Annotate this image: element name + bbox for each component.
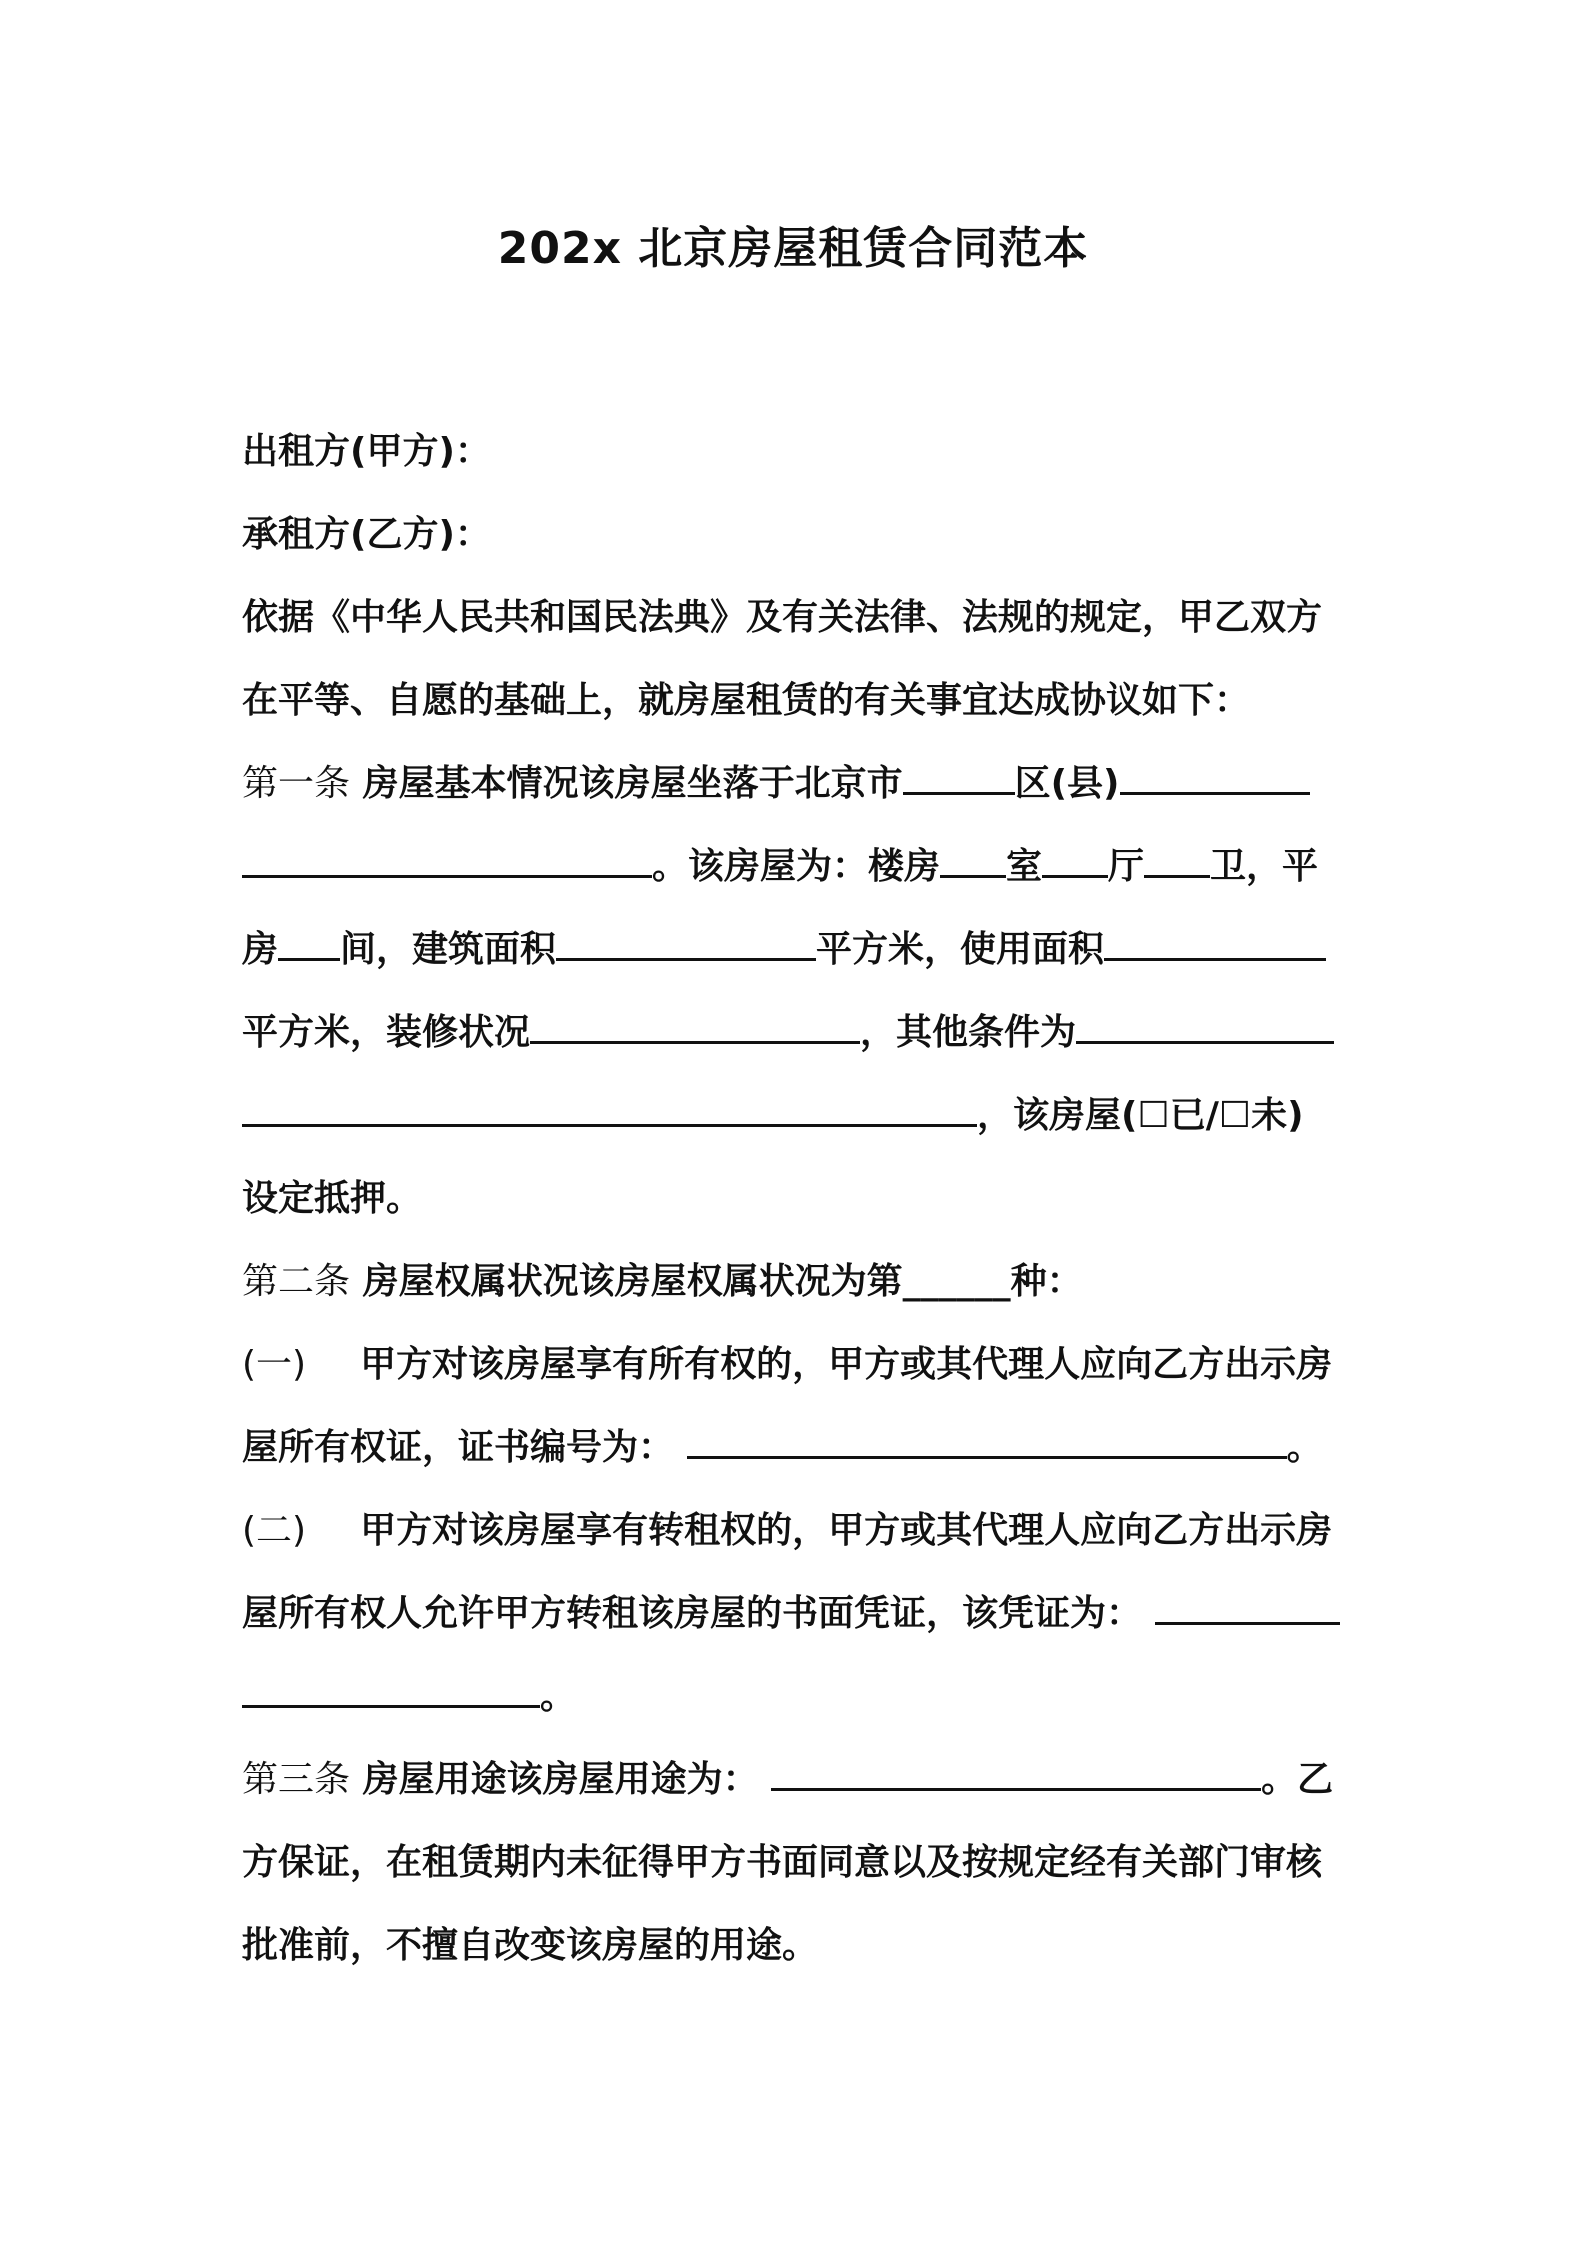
- address-blank: [1120, 752, 1310, 795]
- decoration-blank: [530, 1001, 860, 1044]
- article-2-item-2-line-3: [242, 1655, 1357, 1738]
- certificate-period: 。: [1286, 1427, 1323, 1468]
- other-conditions-continued-blank: [242, 1084, 977, 1127]
- article-1-line-5: [242, 1074, 1357, 1157]
- article-3-line-3: 批准前，不擅自改变该房屋的用途。: [242, 1925, 819, 1966]
- decoration-label: 平方米，装修状况: [242, 1012, 531, 1053]
- article-3-line-1: [242, 1738, 1357, 1821]
- halls-label: 厅: [1108, 846, 1145, 887]
- mortgage-status-text: ，该房屋(☐已/☐未): [977, 1095, 1304, 1136]
- article-1-label: 第一条: [242, 763, 351, 804]
- address-continued-blank: [242, 835, 652, 878]
- usable-area-blank: [1104, 918, 1326, 961]
- usage-line-end: 。乙: [1261, 1759, 1334, 1800]
- intro-line-1: 依据《中华人民共和国民法典》及有关法律、法规的规定，甲乙双方: [242, 597, 1323, 638]
- article-1-line-1: [242, 742, 1357, 825]
- article-1-line-6: 设定抵押。: [242, 1178, 423, 1219]
- intro-line-2: 在平等、自愿的基础上，就房屋租赁的有关事宜达成协议如下：: [242, 680, 1251, 721]
- sublease-proof-period: 。: [540, 1676, 577, 1717]
- certificate-number-blank: [687, 1416, 1287, 1459]
- article-1-line-3: [242, 908, 1357, 991]
- usage-label: 房屋用途该房屋用途为：: [362, 1759, 759, 1800]
- other-conditions-label: ，其他条件为: [860, 1012, 1077, 1053]
- article-2-text: 房屋权属状况该房屋权属状况为第______种：: [362, 1261, 1083, 1302]
- article-2-item-2-line-2: [242, 1572, 1357, 1655]
- article-2-item-1-line-2: [242, 1406, 1357, 1489]
- article-1-text: 房屋基本情况该房屋坐落于北京市: [362, 763, 903, 804]
- article-2-item-1-line-1: [242, 1323, 1357, 1406]
- sublease-proof-blank: [1155, 1582, 1340, 1625]
- rooms-blank: [940, 835, 1006, 878]
- article-2-item-2-line-1: [242, 1489, 1357, 1572]
- article-3-label: 第三条: [242, 1759, 351, 1800]
- floor-area-label: 间，建筑面积: [340, 929, 557, 970]
- floor-area-blank: [556, 918, 816, 961]
- article-1-line-2: [242, 825, 1357, 908]
- article-2-label: 第二条: [242, 1261, 351, 1302]
- sublease-proof-label: 屋所有权人允许甲方转租该房屋的书面凭证，该凭证为：: [242, 1593, 1143, 1634]
- baths-blank: [1144, 835, 1210, 878]
- bungalow-rooms-blank: [278, 918, 340, 961]
- building-type-text: 。该房屋为：楼房: [652, 846, 941, 887]
- district-label: 区(县): [1014, 763, 1120, 804]
- party-b-line: 承租方(乙方)：: [242, 514, 491, 555]
- bungalow-label: 房: [242, 929, 279, 970]
- item-2-label: (二): [242, 1510, 307, 1551]
- certificate-label: 屋所有权证，证书编号为：: [242, 1427, 675, 1468]
- party-a-line: 出租方(甲方)：: [242, 431, 491, 472]
- item-2-text: 甲方对该房屋享有转租权的，甲方或其代理人应向乙方出示房: [360, 1510, 1333, 1551]
- item-1-text: 甲方对该房屋享有所有权的，甲方或其代理人应向乙方出示房: [360, 1344, 1333, 1385]
- sublease-proof-continued-blank: [242, 1665, 540, 1708]
- district-blank: [903, 752, 1015, 795]
- rooms-label: 室: [1006, 846, 1043, 887]
- other-conditions-blank: [1076, 1001, 1334, 1044]
- baths-label: 卫，平: [1210, 846, 1319, 887]
- article-1-line-4: [242, 991, 1357, 1074]
- usable-area-label: 平方米，使用面积: [816, 929, 1105, 970]
- item-1-label: (一): [242, 1344, 307, 1385]
- halls-blank: [1042, 835, 1108, 878]
- contract-body: [242, 410, 1357, 1987]
- usage-blank: [771, 1748, 1261, 1791]
- article-3-line-2: 方保证，在租赁期内未征得甲方书面同意以及按规定经有关部门审核: [242, 1842, 1323, 1883]
- article-2-line-1: [242, 1240, 1357, 1323]
- page-title: 202x 北京房屋租赁合同范本: [497, 223, 1089, 274]
